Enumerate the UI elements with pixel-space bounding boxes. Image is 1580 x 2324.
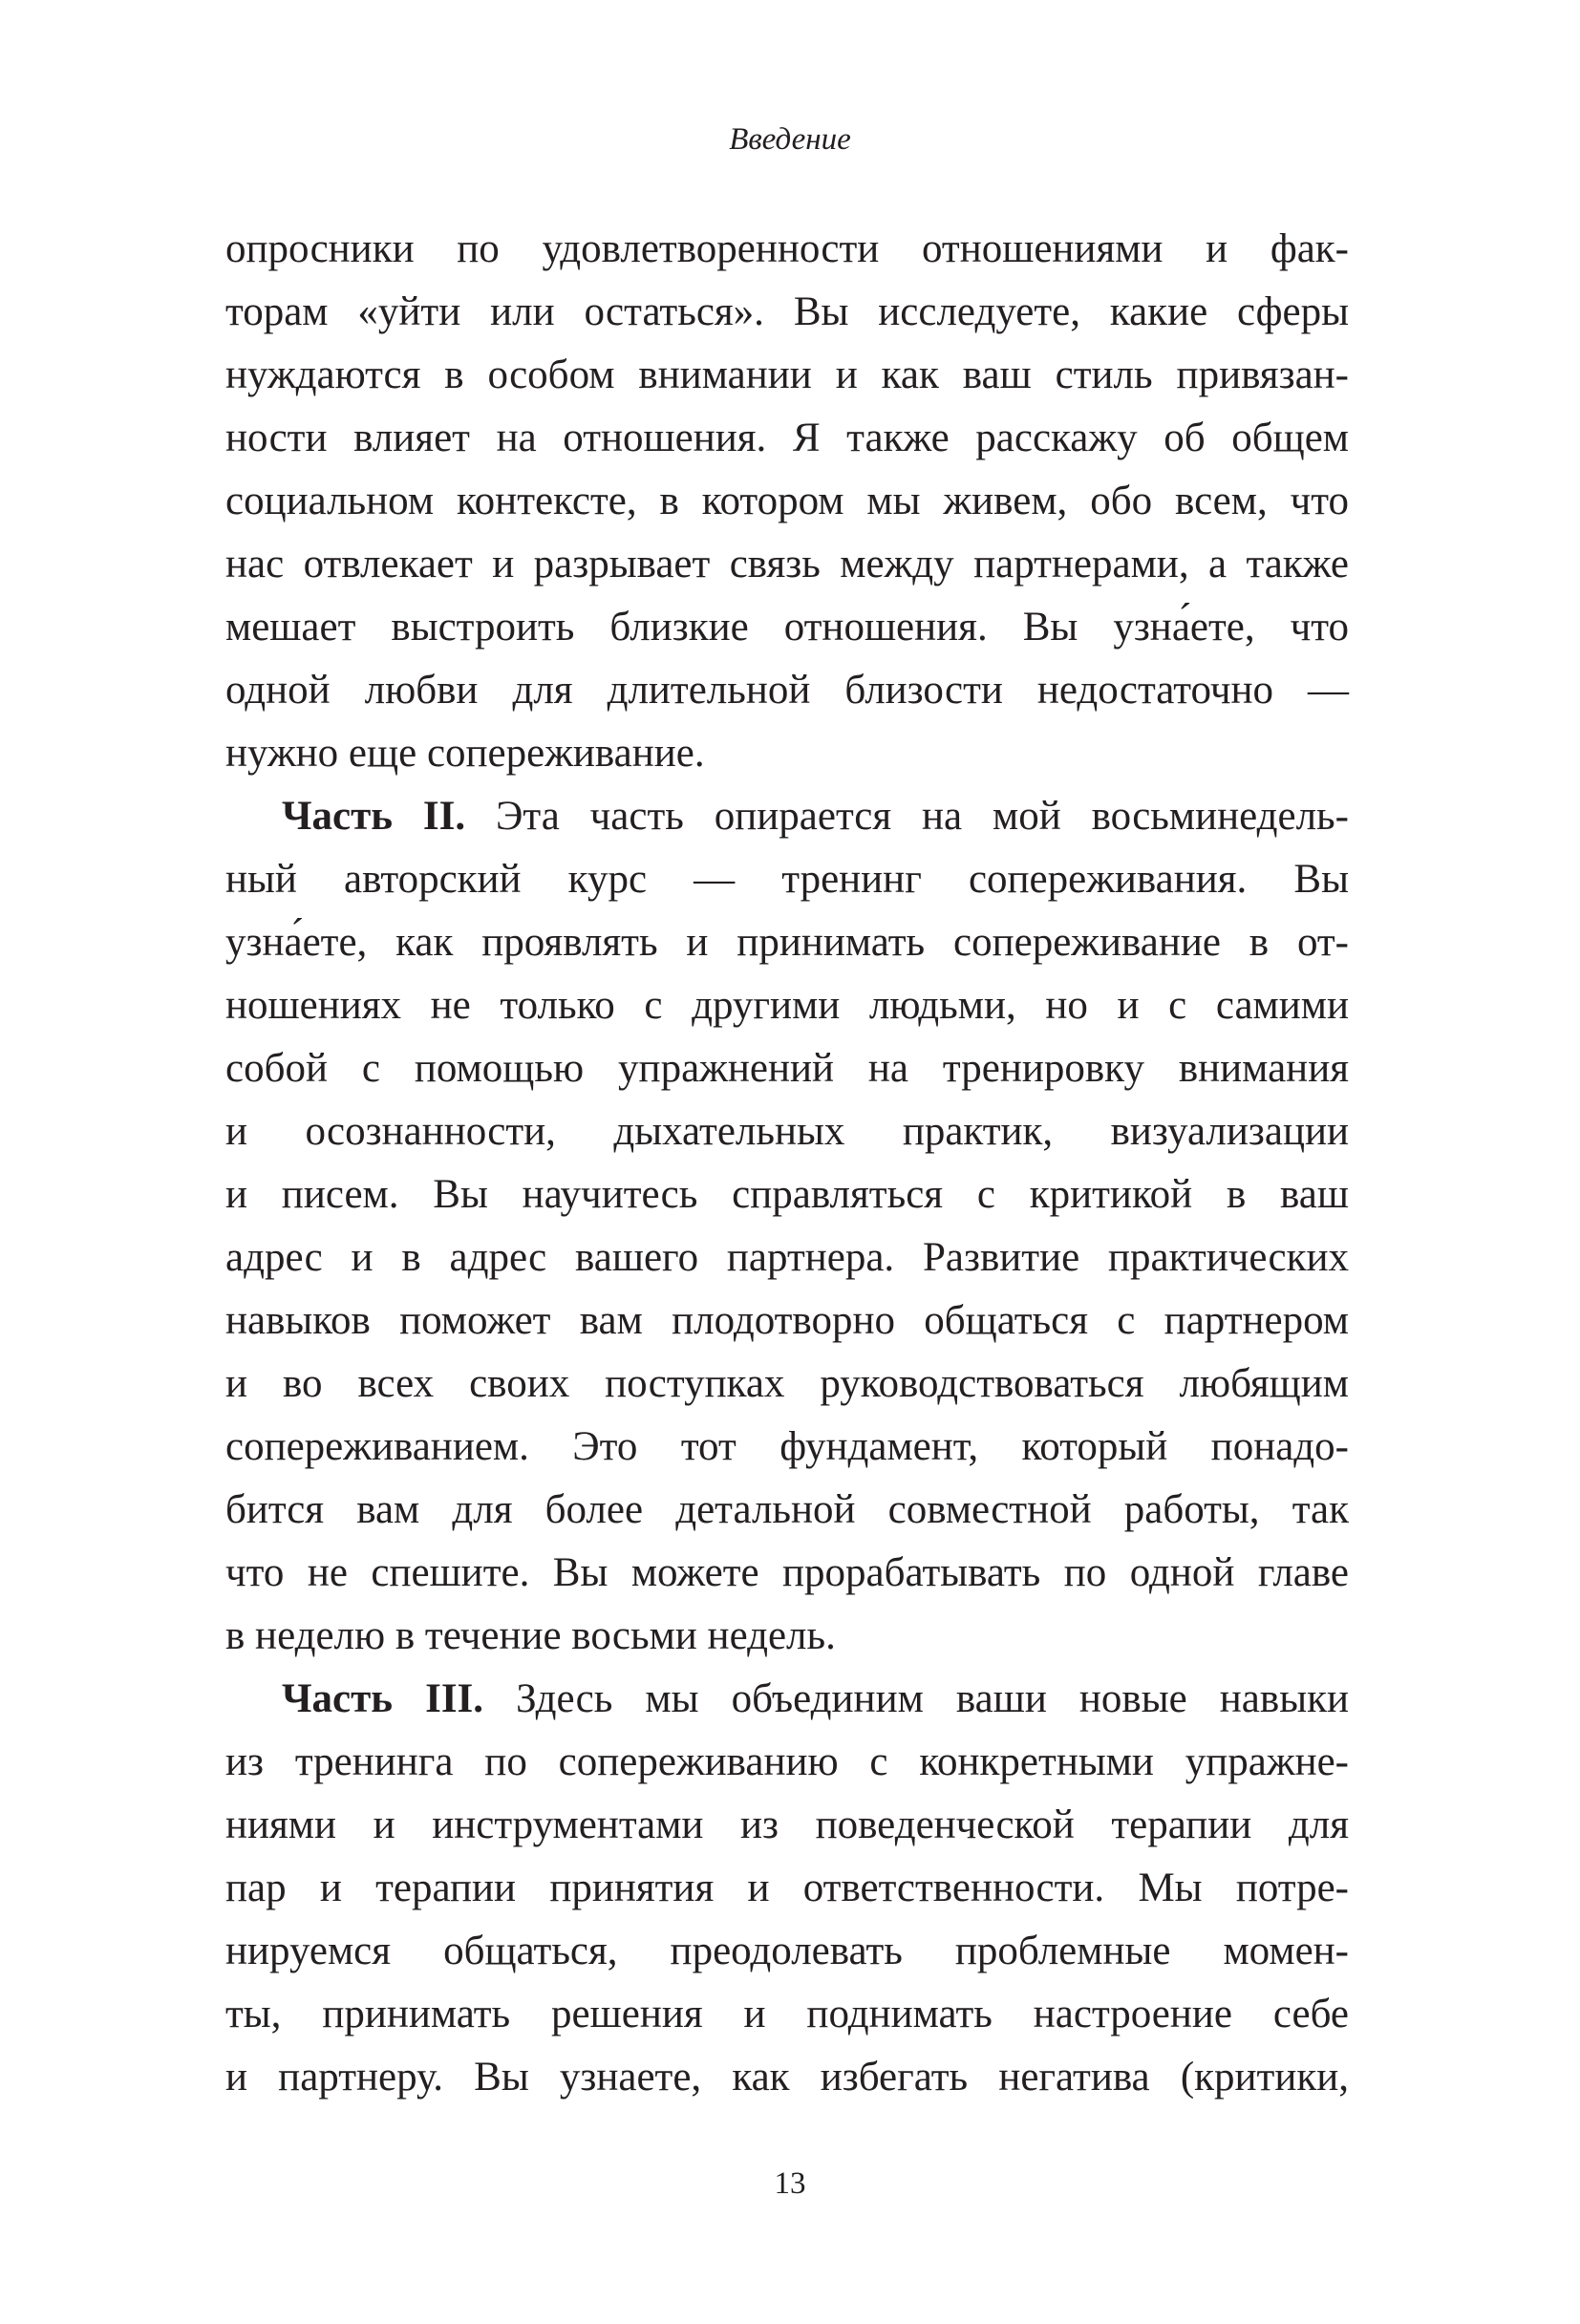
page-number: 13 xyxy=(774,2166,806,2201)
text-line xyxy=(225,344,1349,407)
line-text: и писем. Вы научитесь справляться с критикой в ваш xyxy=(225,1172,1349,1217)
paragraph xyxy=(225,785,1349,1668)
line-text: опросники по удовлетворенности отношениями и фак- xyxy=(225,226,1349,271)
line-text: что не спешите. Вы можете прорабатывать по одной главе xyxy=(225,1550,1349,1595)
line-text: навыков поможет вам плодотворно общаться с партнером xyxy=(225,1298,1349,1343)
text-line xyxy=(225,1353,1349,1416)
text-line xyxy=(225,1857,1349,1920)
line-text: ниями и инструментами из поведенческой терапии для xyxy=(225,1802,1349,1847)
line-text: узна́ете, как проявлять и принимать сопереживание в от- xyxy=(225,920,1349,965)
page-body xyxy=(225,218,1349,2109)
line-text: ты, принимать решения и поднимать настроение себе xyxy=(225,1992,1349,2036)
text-line xyxy=(225,1037,1349,1100)
text-line xyxy=(225,722,1349,785)
line-text: собой с помощью упражнений на тренировку внимания xyxy=(225,1046,1349,1091)
text-line xyxy=(225,785,1349,848)
line-text: нируемся общаться, преодолевать проблемные момен- xyxy=(225,1929,1349,1973)
text-line xyxy=(225,911,1349,974)
text-line xyxy=(225,1920,1349,1983)
paragraph xyxy=(225,1668,1349,2109)
line-text: и во всех своих поступках руководствоваться любящим xyxy=(225,1361,1349,1406)
line-text: в неделю в течение восьми недель. xyxy=(225,1613,836,1658)
text-line xyxy=(225,1542,1349,1605)
text-line xyxy=(225,1605,1349,1668)
line-text: из тренинга по сопереживанию с конкретными упражне- xyxy=(225,1739,1349,1784)
text-line xyxy=(225,281,1349,344)
text-line xyxy=(225,218,1349,281)
line-text: ношениях не только с другими людьми, но и с самими xyxy=(225,983,1349,1028)
text-line xyxy=(225,848,1349,911)
text-line xyxy=(225,1479,1349,1542)
text-line xyxy=(225,596,1349,659)
text-line xyxy=(225,470,1349,533)
line-text: Эта часть опирается на мой восьминедель- xyxy=(465,794,1349,839)
line-text: и партнеру. Вы узнаете, как избегать негатива (критики, xyxy=(225,2055,1349,2100)
text-line xyxy=(225,974,1349,1037)
text-line xyxy=(225,1794,1349,1857)
text-line xyxy=(225,1416,1349,1479)
line-text: мешает выстроить близкие отношения. Вы узна́ете, что xyxy=(225,605,1349,650)
text-line xyxy=(225,2046,1349,2109)
line-text: ности влияет на отношения. Я также расскажу об общем xyxy=(225,416,1349,460)
text-line xyxy=(225,1290,1349,1353)
text-line xyxy=(225,407,1349,470)
line-text: нас отвлекает и разрывает связь между партнерами, а также xyxy=(225,542,1349,586)
line-text: сопереживанием. Это тот фундамент, который понадо- xyxy=(225,1424,1349,1469)
line-text: торам «уйти или остаться». Вы исследуете, какие сферы xyxy=(225,289,1349,334)
line-text: ный авторский курс — тренинг сопереживания. Вы xyxy=(225,857,1349,902)
text-line xyxy=(225,1226,1349,1290)
running-header: Введение xyxy=(729,122,851,157)
line-text: нуждаются в особом внимании и как ваш стиль привязан- xyxy=(225,352,1349,397)
text-line xyxy=(225,1668,1349,1731)
text-line xyxy=(225,659,1349,722)
line-text: одной любви для длительной близости недостаточно — xyxy=(225,668,1349,713)
line-text: пар и терапии принятия и ответственности. Мы потре- xyxy=(225,1866,1349,1910)
line-text: Здесь мы объединим ваши новые навыки xyxy=(483,1676,1349,1721)
line-text: социальном контексте, в котором мы живем, обо всем, что xyxy=(225,479,1349,523)
line-text: адрес и в адрес вашего партнера. Развитие практических xyxy=(225,1235,1349,1280)
text-line xyxy=(225,1100,1349,1163)
text-line xyxy=(225,533,1349,596)
paragraph xyxy=(225,218,1349,785)
line-text: нужно еще сопереживание. xyxy=(225,731,705,776)
text-line xyxy=(225,1983,1349,2046)
section-lead: Часть III. xyxy=(282,1676,484,1721)
line-text: и осознанности, дыхательных практик, визуализации xyxy=(225,1109,1349,1154)
text-line xyxy=(225,1731,1349,1794)
line-text: бится вам для более детальной совместной работы, так xyxy=(225,1487,1349,1532)
text-line xyxy=(225,1163,1349,1226)
section-lead: Часть II. xyxy=(282,794,466,839)
